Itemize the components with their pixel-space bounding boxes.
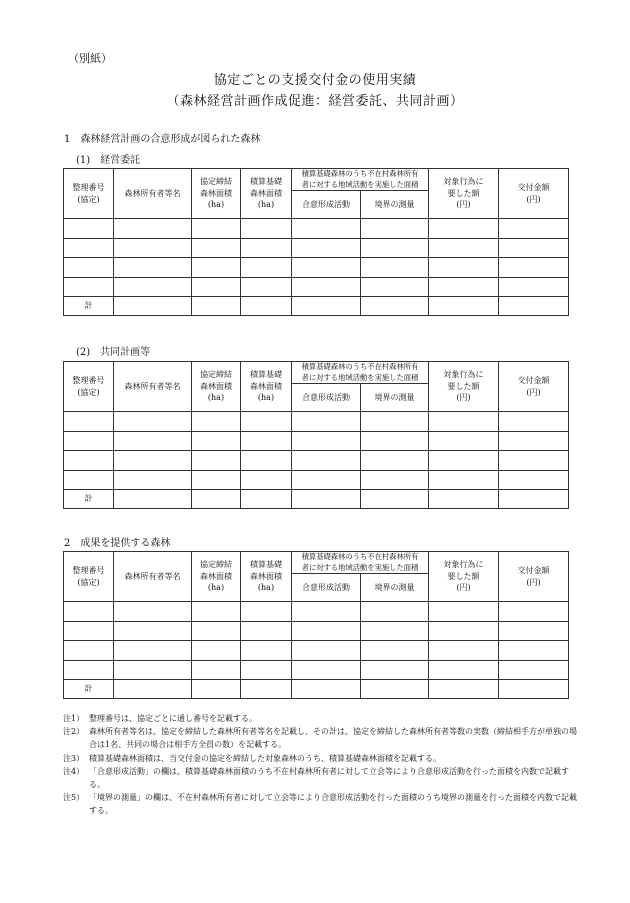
- col-header-owner: [114, 362, 192, 412]
- table-cell: [499, 238, 569, 258]
- table-cell: [241, 277, 292, 297]
- col-header-kyotei-area: [192, 552, 241, 602]
- header-text: (ha): [257, 200, 275, 210]
- table-cell: [192, 238, 241, 258]
- note-item: [63, 712, 583, 725]
- table-cell: [64, 258, 114, 278]
- table-cell: [241, 431, 292, 451]
- header-text: 森林面積: [250, 571, 282, 581]
- table-row: [64, 451, 569, 471]
- table-cell: [241, 238, 292, 258]
- table-cell: [114, 277, 192, 297]
- table-cell: [429, 470, 499, 490]
- col-header-goi: 合意形成活動: [292, 574, 361, 602]
- table-cell: [114, 238, 192, 258]
- note-item: [63, 765, 583, 791]
- header-text: 森林面積: [250, 188, 282, 198]
- table-cell: [429, 680, 499, 699]
- col-header-kofu: [499, 169, 569, 219]
- col-header-kyokai: 境界の測量: [361, 574, 429, 602]
- table-cell: [64, 451, 114, 471]
- table-row: [64, 641, 569, 661]
- col-header-seiri: [64, 169, 114, 219]
- header-text: 森林所有者等名: [124, 571, 181, 581]
- col-header-taisho: [429, 362, 499, 412]
- table-cell: [114, 412, 192, 432]
- col-header-group-fuzaison: [292, 169, 429, 191]
- table-cell: [192, 412, 241, 432]
- col-header-kyokai: 境界の測量: [361, 191, 429, 219]
- col-header-owner: [114, 552, 192, 602]
- note-label: 注4）: [63, 766, 85, 776]
- usage-table-kyodo-keikaku: [63, 361, 569, 509]
- header-text: (ha): [207, 393, 225, 403]
- table-row: [64, 431, 569, 451]
- header-text: (協定): [77, 194, 100, 204]
- table-cell: [499, 258, 569, 278]
- table-cell: [499, 641, 569, 661]
- table-cell: [429, 412, 499, 432]
- table-cell: [292, 412, 361, 432]
- header-text: (円): [526, 577, 541, 587]
- header-text: 者に対する地域活動を実施した面積: [301, 372, 419, 382]
- col-header-owner: [114, 169, 192, 219]
- table-cell: [429, 621, 499, 641]
- table-cell: [292, 451, 361, 471]
- table-cell: [192, 602, 241, 622]
- col-header-kiso-area: [241, 552, 292, 602]
- note-item: [63, 725, 583, 751]
- table-cell: [192, 490, 241, 509]
- table-cell: [499, 277, 569, 297]
- note-text: 「境界の測量」の欄は、不在村森林所有者に対して立会等により合意形成活動を行った面積のうち境界の測量を行った面積を内数で記載する。: [89, 793, 577, 816]
- header-text: (協定): [77, 387, 100, 397]
- header-text: 積算基礎森林のうち不在村森林所有: [301, 169, 419, 178]
- table-row: [64, 219, 569, 239]
- table-cell: [192, 680, 241, 699]
- table-cell: [192, 431, 241, 451]
- header-text: 積算基礎森林のうち不在村森林所有: [301, 552, 419, 561]
- table-cell: [361, 219, 429, 239]
- header-text: (協定): [77, 577, 100, 587]
- table-cell: [114, 621, 192, 641]
- table-cell: [64, 660, 114, 680]
- table-cell: [429, 297, 499, 316]
- table-cell: [429, 660, 499, 680]
- col-header-kiso-area: [241, 169, 292, 219]
- header-text: 要した額: [447, 381, 480, 391]
- table-cell: [361, 490, 429, 509]
- table-cell: [361, 641, 429, 661]
- table-cell: [292, 680, 361, 699]
- note-label: 注5）: [63, 793, 85, 803]
- table-cell: [241, 602, 292, 622]
- table-cell: [361, 412, 429, 432]
- header-text: 要した額: [447, 571, 480, 581]
- col-header-taisho: [429, 552, 499, 602]
- table-cell: [64, 219, 114, 239]
- note-text: 整理番号は、協定ごとに通し番号を記載する。: [89, 714, 257, 723]
- header-text: 対象行為に: [443, 560, 484, 570]
- table-row: [64, 238, 569, 258]
- table-cell: [241, 258, 292, 278]
- table-cell: [499, 660, 569, 680]
- header-text: 森林面積: [250, 381, 282, 391]
- header-text: 森林面積: [200, 571, 232, 581]
- header-text: (円): [456, 393, 471, 403]
- usage-table-keiei-itaku: [63, 168, 569, 316]
- table-cell: [361, 660, 429, 680]
- table-cell: [114, 258, 192, 278]
- table-cell: [241, 490, 292, 509]
- table-cell: [292, 219, 361, 239]
- note-label: 注2）: [63, 727, 85, 737]
- table-cell: [114, 641, 192, 661]
- table-cell: [64, 641, 114, 661]
- notes-block: [63, 712, 583, 818]
- col-header-taisho: [429, 169, 499, 219]
- col-header-group-fuzaison: [292, 362, 429, 384]
- table-cell: [499, 470, 569, 490]
- table-cell: [429, 641, 499, 661]
- table-cell: [361, 277, 429, 297]
- table-cell: [64, 412, 114, 432]
- table-row: [64, 277, 569, 297]
- header-text: 交付金額: [517, 375, 550, 385]
- header-text: 積算基礎森林のうち不在村森林所有: [301, 362, 419, 371]
- section-1-heading: 1 森林経営計画の合意形成が図られた森林: [64, 134, 261, 145]
- table-cell: [499, 490, 569, 509]
- header-text: 対象行為に: [443, 370, 484, 380]
- note-text: 「合意形成活動」の欄は、積算基礎森林面積のうち不在村森林所有者に対して立会等により合意形成活動を行った面積を内数で記載する。: [89, 766, 569, 790]
- table-cell: [499, 297, 569, 316]
- total-row: [64, 680, 569, 699]
- total-row: [64, 490, 569, 509]
- header-text: (円): [526, 194, 541, 204]
- table-cell: [64, 621, 114, 641]
- header-text: 交付金額: [517, 182, 550, 192]
- table-cell: [114, 660, 192, 680]
- table-cell: [429, 258, 499, 278]
- table-cell: [192, 277, 241, 297]
- table-cell: [292, 602, 361, 622]
- note-label: 注3）: [63, 753, 85, 763]
- header-text: (円): [526, 387, 541, 397]
- table-cell: [114, 602, 192, 622]
- document-subtitle: （森林経営計画作成促進：経営委託、共同計画）: [166, 94, 464, 109]
- table-cell: [192, 297, 241, 316]
- col-header-seiri: [64, 552, 114, 602]
- table-cell: [114, 451, 192, 471]
- table-cell: [361, 258, 429, 278]
- table-cell: [114, 297, 192, 316]
- note-label: 注1）: [63, 714, 85, 723]
- table-cell: [499, 451, 569, 471]
- table-cell: [499, 219, 569, 239]
- table-cell: [192, 470, 241, 490]
- table-cell: [64, 277, 114, 297]
- table-cell: [64, 238, 114, 258]
- header-text: 協定締結: [200, 370, 232, 380]
- header-text: (円): [456, 200, 471, 210]
- table-cell: [292, 297, 361, 316]
- table-cell: [429, 451, 499, 471]
- note-text: 森林所有者等名は、協定を締結した森林所有者等名を記載し、その計は、協定を締結した森林所有者等数の実数（締結相手方が単独の場合は1名、共同の場合は相手方全員の数）を記載する。: [89, 727, 577, 750]
- table-cell: [292, 277, 361, 297]
- col-header-kiso-area: [241, 362, 292, 412]
- header-text: 森林面積: [200, 188, 232, 198]
- table-row: [64, 412, 569, 432]
- table-cell: [361, 621, 429, 641]
- table-cell: [361, 297, 429, 316]
- table-cell: [361, 451, 429, 471]
- table-cell: [192, 621, 241, 641]
- table-cell: [292, 258, 361, 278]
- table-cell: [292, 470, 361, 490]
- table-cell: [361, 470, 429, 490]
- table-cell: [429, 490, 499, 509]
- header-text: 森林面積: [200, 381, 232, 391]
- table-cell: [361, 602, 429, 622]
- section-1-1-heading: (1) 経営委託: [76, 155, 141, 166]
- table-cell: [292, 660, 361, 680]
- table-cell: [499, 431, 569, 451]
- table-row: [64, 470, 569, 490]
- table-cell: [114, 470, 192, 490]
- table-cell: [192, 660, 241, 680]
- table-row: [64, 660, 569, 680]
- table-cell: [241, 470, 292, 490]
- table-cell: [499, 680, 569, 699]
- col-header-kofu: [499, 552, 569, 602]
- header-text: (円): [456, 583, 471, 593]
- table-cell: [292, 641, 361, 661]
- col-header-kyotei-area: [192, 169, 241, 219]
- header-text: 者に対する地域活動を実施した面積: [301, 562, 419, 572]
- total-row: [64, 297, 569, 316]
- header-text: 森林所有者等名: [124, 381, 181, 391]
- header-text: 協定締結: [200, 560, 232, 570]
- header-text: 積算基礎: [250, 370, 282, 380]
- table-cell: [292, 431, 361, 451]
- table-cell: [241, 641, 292, 661]
- total-label: 計: [64, 490, 114, 509]
- section-1-2-heading: (2) 共同計画等: [76, 347, 151, 358]
- table-cell: [429, 219, 499, 239]
- col-header-kyokai: 境界の測量: [361, 384, 429, 412]
- col-header-group-fuzaison: [292, 552, 429, 574]
- table-cell: [429, 277, 499, 297]
- table-cell: [114, 431, 192, 451]
- total-label: 計: [64, 297, 114, 316]
- betsushi-label: （別紙）: [68, 52, 112, 65]
- col-header-goi: 合意形成活動: [292, 191, 361, 219]
- table-cell: [292, 238, 361, 258]
- table-cell: [114, 490, 192, 509]
- header-text: (ha): [257, 583, 275, 593]
- table-cell: [241, 680, 292, 699]
- usage-table-seika-teikyo: [63, 551, 569, 699]
- header-text: (ha): [257, 393, 275, 403]
- table-cell: [499, 412, 569, 432]
- header-text: 者に対する地域活動を実施した面積: [301, 179, 419, 189]
- table-row: [64, 602, 569, 622]
- table-cell: [499, 602, 569, 622]
- table-cell: [192, 258, 241, 278]
- table-cell: [292, 490, 361, 509]
- table-cell: [241, 660, 292, 680]
- table-cell: [429, 431, 499, 451]
- header-text: 対象行為に: [443, 177, 484, 187]
- table-cell: [192, 219, 241, 239]
- table-cell: [292, 621, 361, 641]
- table-cell: [192, 451, 241, 471]
- header-text: 積算基礎: [250, 560, 282, 570]
- header-text: 協定締結: [200, 177, 232, 187]
- table-cell: [114, 680, 192, 699]
- header-text: (ha): [207, 583, 225, 593]
- table-cell: [64, 602, 114, 622]
- header-text: 整理番号: [72, 565, 105, 575]
- table-cell: [192, 641, 241, 661]
- table-cell: [241, 219, 292, 239]
- table-cell: [361, 238, 429, 258]
- section-2-heading: 2 成果を提供する森林: [64, 538, 171, 549]
- header-text: 要した額: [447, 188, 480, 198]
- document-title: 協定ごとの支援交付金の使用実績: [213, 73, 417, 88]
- table-cell: [361, 680, 429, 699]
- col-header-goi: 合意形成活動: [292, 384, 361, 412]
- table-cell: [429, 602, 499, 622]
- header-text: 整理番号: [72, 375, 105, 385]
- note-item: [63, 752, 583, 765]
- table-cell: [241, 451, 292, 471]
- table-cell: [241, 621, 292, 641]
- col-header-kofu: [499, 362, 569, 412]
- table-cell: [64, 431, 114, 451]
- table-cell: [114, 219, 192, 239]
- col-header-kyotei-area: [192, 362, 241, 412]
- note-item: [63, 791, 583, 817]
- table-cell: [361, 431, 429, 451]
- header-text: (ha): [207, 200, 225, 210]
- total-label: 計: [64, 680, 114, 699]
- table-cell: [241, 297, 292, 316]
- table-cell: [499, 621, 569, 641]
- table-cell: [429, 238, 499, 258]
- header-text: 交付金額: [517, 565, 550, 575]
- table-row: [64, 258, 569, 278]
- col-header-seiri: [64, 362, 114, 412]
- table-cell: [64, 470, 114, 490]
- header-text: 森林所有者等名: [124, 188, 181, 198]
- table-row: [64, 621, 569, 641]
- header-text: 積算基礎: [250, 177, 282, 187]
- table-cell: [241, 412, 292, 432]
- header-text: 整理番号: [72, 182, 105, 192]
- note-text: 積算基礎森林面積は、当交付金の協定を締結した対象森林のうち、積算基礎森林面積を記載する。: [89, 753, 441, 763]
